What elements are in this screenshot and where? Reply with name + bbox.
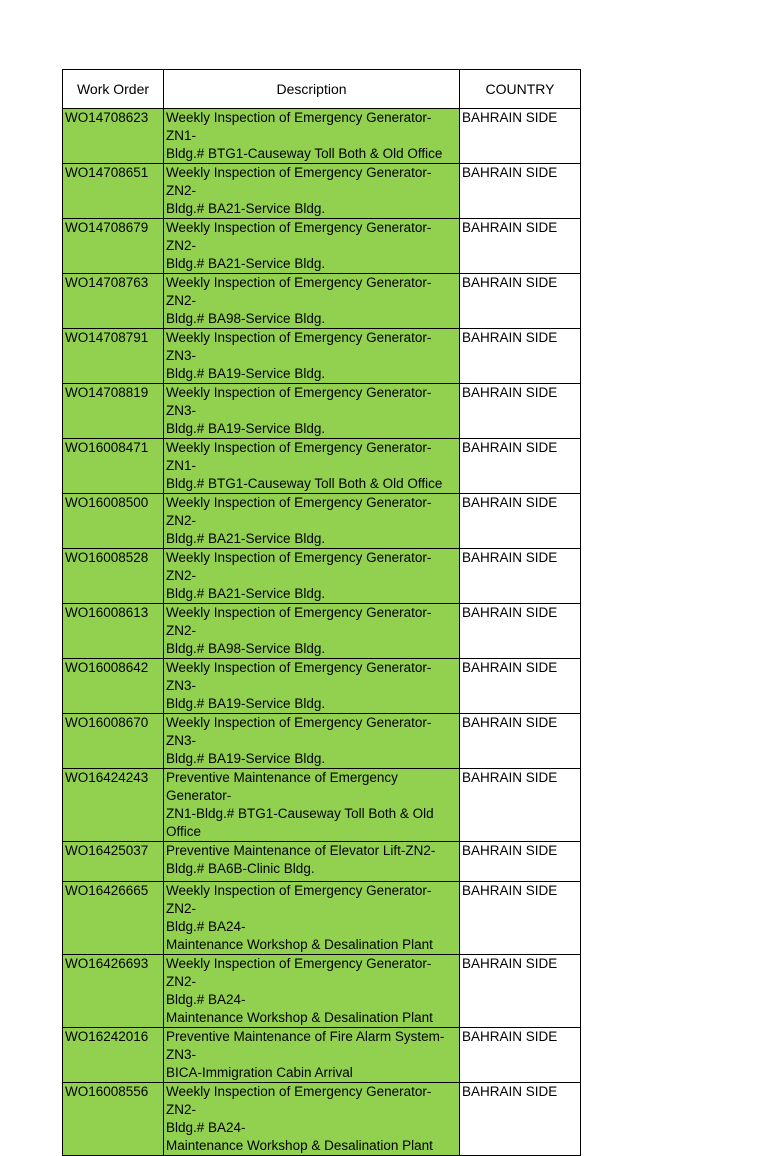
- description-text: Weekly Inspection of Emergency Generator-ZN2- Bldg.# BA24- Maintenance Workshop & Desalination Plant: [166, 956, 433, 1025]
- work-order-cell: WO16424243: [63, 769, 164, 842]
- description-text: Weekly Inspection of Emergency Generator-ZN2- Bldg.# BA98-Service Bldg.: [166, 275, 432, 326]
- header-row: [63, 70, 581, 109]
- work-order-cell: WO16426665: [63, 882, 164, 955]
- table-row: [63, 274, 581, 329]
- table-header: [63, 70, 581, 109]
- description-cell: [164, 1028, 460, 1083]
- country-cell: BAHRAIN SIDE: [460, 219, 581, 274]
- description-text: Weekly Inspection of Emergency Generator-ZN2- Bldg.# BA21-Service Bldg.: [166, 550, 432, 601]
- description-cell: [164, 494, 460, 549]
- table-row: [63, 219, 581, 274]
- table-row: [63, 659, 581, 714]
- description-cell: [164, 549, 460, 604]
- country-cell: BAHRAIN SIDE: [460, 659, 581, 714]
- country-cell: BAHRAIN SIDE: [460, 714, 581, 769]
- country-cell: BAHRAIN SIDE: [460, 439, 581, 494]
- table-row: [63, 164, 581, 219]
- table-row: [63, 384, 581, 439]
- description-cell: [164, 384, 460, 439]
- country-cell: BAHRAIN SIDE: [460, 769, 581, 842]
- country-cell: BAHRAIN SIDE: [460, 882, 581, 955]
- description-cell: [164, 219, 460, 274]
- table-row: [63, 1028, 581, 1083]
- country-cell: BAHRAIN SIDE: [460, 274, 581, 329]
- work-order-cell: WO16425037: [63, 842, 164, 882]
- table-row: [63, 955, 581, 1028]
- work-order-cell: WO16008500: [63, 494, 164, 549]
- table-row: [63, 604, 581, 659]
- table-row: [63, 842, 581, 882]
- header-description: Description: [164, 70, 460, 109]
- work-order-cell: WO16242016: [63, 1028, 164, 1083]
- work-order-cell: WO16008556: [63, 1083, 164, 1156]
- country-cell: BAHRAIN SIDE: [460, 494, 581, 549]
- country-cell: BAHRAIN SIDE: [460, 384, 581, 439]
- work-order-cell: WO14708819: [63, 384, 164, 439]
- work-order-cell: WO16008670: [63, 714, 164, 769]
- work-order-cell: WO16008471: [63, 439, 164, 494]
- description-cell: [164, 164, 460, 219]
- table-row: [63, 769, 581, 842]
- table-row: [63, 439, 581, 494]
- work-order-cell: WO16008528: [63, 549, 164, 604]
- country-cell: BAHRAIN SIDE: [460, 329, 581, 384]
- description-cell: [164, 274, 460, 329]
- description-cell: [164, 109, 460, 164]
- description-cell: [164, 769, 460, 842]
- work-order-cell: WO16008642: [63, 659, 164, 714]
- work-order-cell: WO14708623: [63, 109, 164, 164]
- country-cell: BAHRAIN SIDE: [460, 955, 581, 1028]
- country-cell: BAHRAIN SIDE: [460, 549, 581, 604]
- description-text: Preventive Maintenance of Fire Alarm System-ZN3- BICA-Immigration Cabin Arrival: [166, 1029, 445, 1080]
- table-row: [63, 714, 581, 769]
- description-cell: [164, 439, 460, 494]
- work-order-cell: WO16008613: [63, 604, 164, 659]
- description-cell: [164, 329, 460, 384]
- description-text: Weekly Inspection of Emergency Generator-ZN3- Bldg.# BA19-Service Bldg.: [166, 330, 432, 381]
- table-row: [63, 329, 581, 384]
- country-cell: BAHRAIN SIDE: [460, 1083, 581, 1156]
- country-cell: BAHRAIN SIDE: [460, 164, 581, 219]
- work-order-cell: WO14708763: [63, 274, 164, 329]
- description-cell: [164, 604, 460, 659]
- description-cell: [164, 659, 460, 714]
- description-text: Weekly Inspection of Emergency Generator-ZN2- Bldg.# BA21-Service Bldg.: [166, 220, 432, 271]
- description-text: Preventive Maintenance of Elevator Lift-ZN2- Bldg.# BA6B-Clinic Bldg.: [166, 843, 436, 876]
- table-row: [63, 882, 581, 955]
- country-cell: BAHRAIN SIDE: [460, 604, 581, 659]
- country-cell: BAHRAIN SIDE: [460, 109, 581, 164]
- description-text: Weekly Inspection of Emergency Generator-ZN2- Bldg.# BA21-Service Bldg.: [166, 165, 432, 216]
- description-text: Weekly Inspection of Emergency Generator-ZN3- Bldg.# BA19-Service Bldg.: [166, 660, 432, 711]
- description-cell: [164, 955, 460, 1028]
- table-row: [63, 1083, 581, 1156]
- work-order-cell: WO14708791: [63, 329, 164, 384]
- description-text: Weekly Inspection of Emergency Generator-ZN1- Bldg.# BTG1-Causeway Toll Both & Old Office: [166, 110, 443, 161]
- work-order-table: [62, 69, 581, 1156]
- description-cell: [164, 714, 460, 769]
- table-row: [63, 494, 581, 549]
- work-order-cell: WO14708651: [63, 164, 164, 219]
- work-order-cell: WO16426693: [63, 955, 164, 1028]
- header-country: COUNTRY: [460, 70, 581, 109]
- description-text: Preventive Maintenance of Emergency Generator- ZN1-Bldg.# BTG1-Causeway Toll Both & Old Office: [166, 770, 434, 839]
- description-text: Weekly Inspection of Emergency Generator-ZN3- Bldg.# BA19-Service Bldg.: [166, 715, 432, 766]
- description-text: Weekly Inspection of Emergency Generator-ZN2- Bldg.# BA98-Service Bldg.: [166, 605, 432, 656]
- work-order-cell: WO14708679: [63, 219, 164, 274]
- country-cell: BAHRAIN SIDE: [460, 842, 581, 882]
- table-row: [63, 549, 581, 604]
- table-row: [63, 109, 581, 164]
- description-cell: [164, 1083, 460, 1156]
- header-work-order: Work Order: [63, 70, 164, 109]
- description-text: Weekly Inspection of Emergency Generator-ZN3- Bldg.# BA19-Service Bldg.: [166, 385, 432, 436]
- description-text: Weekly Inspection of Emergency Generator-ZN2- Bldg.# BA24- Maintenance Workshop & Desalination Plant: [166, 883, 433, 952]
- table-body: [63, 109, 581, 1156]
- country-cell: BAHRAIN SIDE: [460, 1028, 581, 1083]
- description-text: Weekly Inspection of Emergency Generator-ZN2- Bldg.# BA24- Maintenance Workshop & Desalination Plant: [166, 1084, 433, 1153]
- description-cell: [164, 882, 460, 955]
- description-text: Weekly Inspection of Emergency Generator-ZN2- Bldg.# BA21-Service Bldg.: [166, 495, 432, 546]
- description-text: Weekly Inspection of Emergency Generator-ZN1- Bldg.# BTG1-Causeway Toll Both & Old Office: [166, 440, 443, 491]
- description-cell: [164, 842, 460, 882]
